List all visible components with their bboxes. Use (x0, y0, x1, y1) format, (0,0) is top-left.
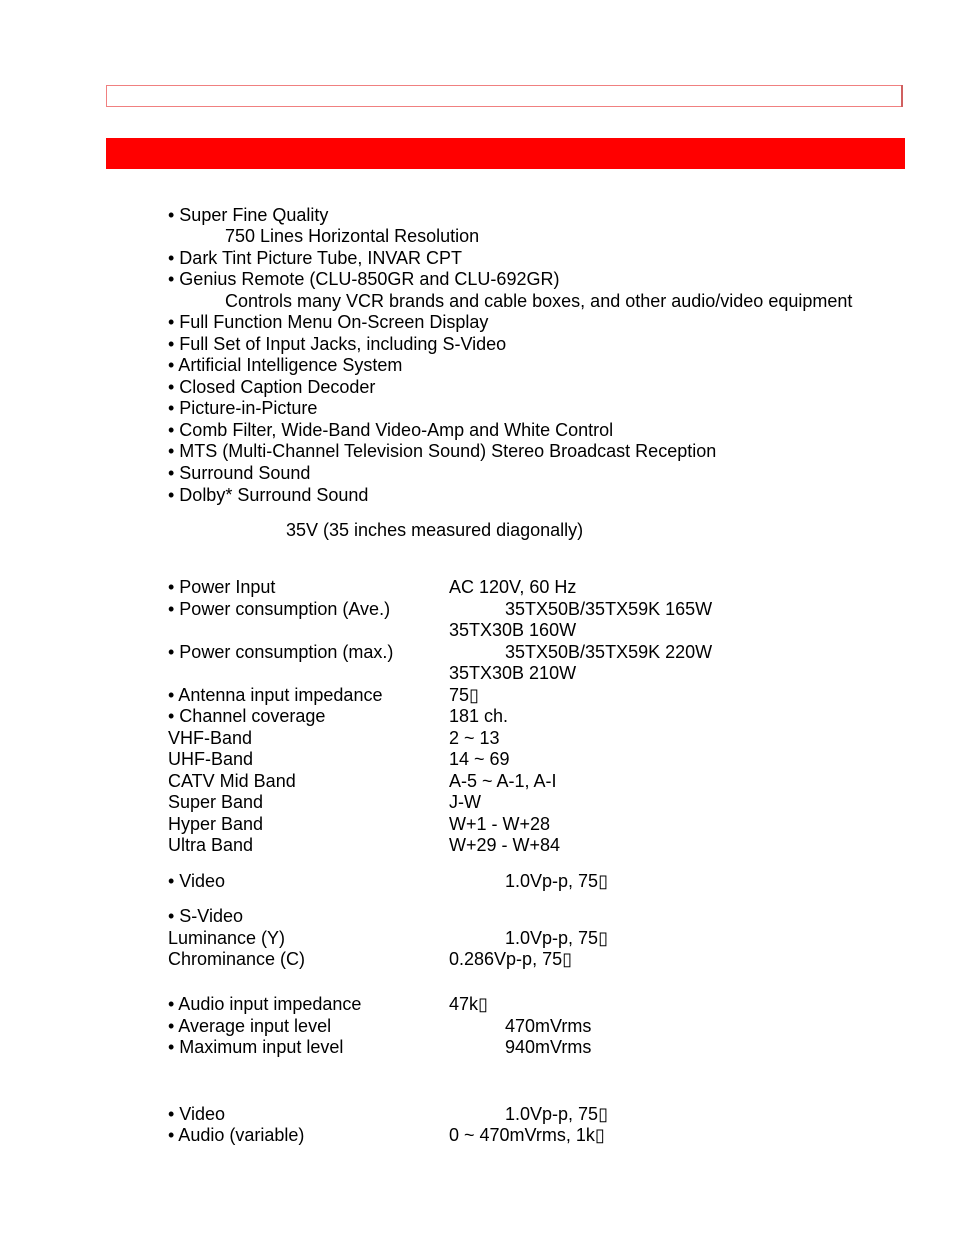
spec-value: 35TX30B 160W (449, 620, 577, 640)
spec-label: • Power consumption (max.) (168, 642, 394, 662)
spec-label: Luminance (Y) (168, 928, 286, 948)
spec-label: CATV Mid Band (168, 771, 296, 791)
spec-value: 470mVrms (505, 1016, 592, 1036)
spec-value: 181 ch. (449, 706, 509, 726)
feature-item: • Full Function Menu On-Screen Display (168, 312, 489, 332)
header-frame (106, 85, 903, 107)
spec-value: 1.0Vp-p, 75▯ (505, 928, 608, 948)
spec-value: 35TX50B/35TX59K 165W (505, 599, 713, 619)
spec-label: • S-Video (168, 906, 244, 926)
spec-value: J-W (449, 792, 481, 812)
spec-value: 2 ~ 13 (449, 728, 500, 748)
feature-detail: 750 Lines Horizontal Resolution (225, 226, 480, 246)
spec-label: • Video (168, 1104, 226, 1124)
spec-label: • Antenna input impedance (168, 685, 383, 705)
feature-item: • Picture-in-Picture (168, 398, 318, 418)
spec-value: 1.0Vp-p, 75▯ (505, 871, 608, 891)
feature-item: • Full Set of Input Jacks, including S-Video (168, 334, 507, 354)
screen-size-value: 35V (35 inches measured diagonally) (286, 520, 584, 540)
spec-value: A-5 ~ A-1, A-I (449, 771, 557, 791)
spec-value: 0 ~ 470mVrms, 1k▯ (449, 1125, 605, 1145)
spec-label: VHF-Band (168, 728, 253, 748)
spec-label: Chrominance (C) (168, 949, 306, 969)
feature-item: • Super Fine Quality (168, 205, 329, 225)
feature-item: • Closed Caption Decoder (168, 377, 376, 397)
spec-label: • Video (168, 871, 226, 891)
spec-label: • Channel coverage (168, 706, 326, 726)
spec-label: • Power consumption (Ave.) (168, 599, 391, 619)
feature-item: • Genius Remote (CLU-850GR and CLU-692GR) (168, 269, 560, 289)
spec-value: 0.286Vp-p, 75▯ (449, 949, 572, 969)
feature-item: • MTS (Multi-Channel Television Sound) Stereo Broadcast Reception (168, 441, 717, 461)
spec-value: W+1 - W+28 (449, 814, 551, 834)
spec-value: AC 120V, 60 Hz (449, 577, 577, 597)
feature-item: • Artificial Intelligence System (168, 355, 403, 375)
spec-value: 75▯ (449, 685, 479, 705)
spec-value: 14 ~ 69 (449, 749, 510, 769)
spec-label: Hyper Band (168, 814, 264, 834)
spec-label: UHF-Band (168, 749, 254, 769)
feature-detail: Controls many VCR brands and cable boxes, and other audio/video equipment (225, 291, 853, 311)
spec-label: • Power Input (168, 577, 276, 597)
feature-item: • Dolby* Surround Sound (168, 485, 369, 505)
feature-item: • Comb Filter, Wide-Band Video-Amp and White Control (168, 420, 614, 440)
spec-label: • Average input level (168, 1016, 332, 1036)
spec-label: Ultra Band (168, 835, 254, 855)
spec-value: 35TX50B/35TX59K 220W (505, 642, 713, 662)
spec-value: 47k▯ (449, 994, 488, 1014)
spec-value: W+29 - W+84 (449, 835, 561, 855)
spec-value: 940mVrms (505, 1037, 592, 1057)
feature-item: • Dark Tint Picture Tube, INVAR CPT (168, 248, 463, 268)
spec-label: • Audio input impedance (168, 994, 362, 1014)
section-header-bar (106, 138, 905, 169)
feature-item: • Surround Sound (168, 463, 311, 483)
spec-value: 35TX30B 210W (449, 663, 577, 683)
spec-label: • Maximum input level (168, 1037, 344, 1057)
spec-value: 1.0Vp-p, 75▯ (505, 1104, 608, 1124)
spec-label: • Audio (variable) (168, 1125, 305, 1145)
spec-label: Super Band (168, 792, 264, 812)
